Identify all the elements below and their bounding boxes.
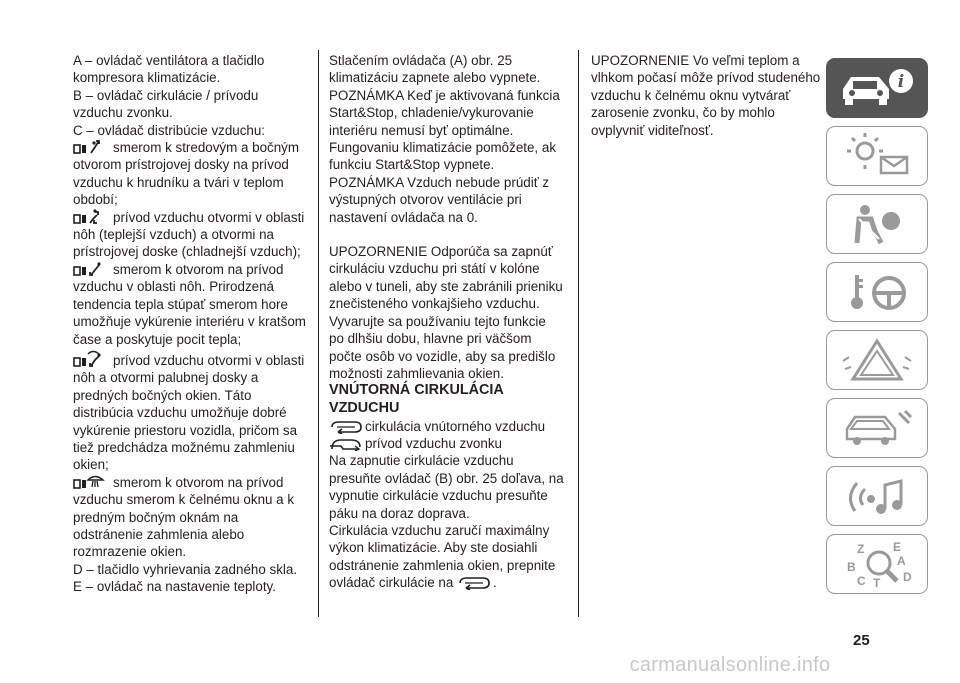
legend-recirculation xyxy=(329,418,564,435)
paragraph-recirculation-performance-text: Cirkulácia vzduchu zaručí maximálny výkon klimatizácie. Aby ste dosiahli odstránenie zahmlenia okien, prepnite ovládač cirkulácie na xyxy=(329,522,556,591)
svg-text:i: i xyxy=(897,72,905,92)
index-letter-b: B xyxy=(847,560,856,574)
column-divider-left xyxy=(318,50,319,617)
mode-face-feet xyxy=(73,209,308,261)
air-to-face-icon xyxy=(73,139,111,155)
mode-feet-windows-text: prívod vzduchu otvormi v oblasti nôh a otvormi palubnej dosky a predných bočných okien. Táto distribúcia vzduchu umožňuje dobré vykúrenie priestoru vozidla, pričom sa tiež predchádza možnému zahmleniu okien; xyxy=(73,352,305,473)
index-letter-z: Z xyxy=(857,542,865,556)
paragraph-control-c: C – ovládač distribúcie vzduchu: xyxy=(73,122,266,138)
legend-outside-air-text: prívod vzduchu zvonku xyxy=(365,435,502,451)
mode-face-text: smerom k stredovým a bočným otvorom prístrojovej dosky na prívod vzduchu k hrudníku a tvári v teplom období; xyxy=(73,140,300,208)
index-letter-c: C xyxy=(857,574,866,588)
outside-air-icon xyxy=(329,437,363,451)
paragraph-recirculation-operation: Na zapnutie cirkulácie vzduchu presuňte ovládač (B) obr. 25 doľava, na vypnutie cirkulácie vzduchu presuňte páku na doraz doprava. xyxy=(329,453,564,521)
warning-triangle-icon xyxy=(835,337,919,383)
paragraph-control-a: A – ovládač ventilátora a tlačidlo kompresora klimatizácie. xyxy=(73,53,265,86)
column-middle xyxy=(329,52,564,592)
tab-multimedia[interactable] xyxy=(826,466,928,526)
note-start-stop: POZNÁMKA Keď je aktivovaná funkcia Start&Stop, chladenie/vykurovanie interiéru nemusí byť optimálne. Fungovaniu klimatizácie pomôžete, ak funkciu Start&Stop vypnete. xyxy=(329,87,560,173)
key-steering-wheel-icon xyxy=(835,269,919,315)
tab-index[interactable] xyxy=(826,534,928,594)
paragraph-control-d: D – tlačidlo vyhrievania zadného skla. xyxy=(73,561,298,577)
index-letter-t: T xyxy=(873,576,881,589)
index-letter-a: A xyxy=(897,554,906,568)
tab-maintenance[interactable] xyxy=(826,398,928,458)
sentence-end: . xyxy=(493,575,497,591)
air-to-feet-and-windows-icon xyxy=(73,348,111,368)
recirculation-icon xyxy=(329,420,363,434)
recirculation-icon-inline xyxy=(457,576,491,590)
chapter-tab-sidebar xyxy=(826,58,928,602)
mode-feet-text: smerom k otvorom na prívod vzduchu v oblasti nôh. Prirodzená tendencia tepla stúpať smerom hore umožňuje vykúrenie interiéru v kratšom čase a poskytuje pocit tepla; xyxy=(73,261,306,347)
paragraph-switch-on: Stlačením ovládača (A) obr. 25 klimatizáciu zapnete alebo vypnete. xyxy=(329,53,541,86)
mode-face-vents xyxy=(73,139,308,209)
section-heading-recirculation: VNÚTORNÁ CIRKULÁCIA VZDUCHU xyxy=(329,382,504,416)
column-divider-right xyxy=(578,50,579,617)
air-to-face-and-feet-icon xyxy=(73,209,111,225)
mode-feet-windows xyxy=(73,348,308,474)
paragraph-control-e: E – ovládač na nastavenie teploty. xyxy=(73,579,276,595)
tab-emergency[interactable] xyxy=(826,330,928,390)
index-letter-e: E xyxy=(893,540,902,554)
windscreen-defrost-icon xyxy=(73,474,111,490)
car-maintenance-icon xyxy=(835,405,919,451)
note-vents-zero: POZNÁMKA Vzduch nebude prúdiť z výstupných otvorov ventilácie pri nastavení ovládača na 0. xyxy=(329,174,550,225)
paragraph-control-b: B – ovládač cirkulácie / prívodu vzduchu zvonku. xyxy=(73,87,259,121)
seatbelt-airbag-icon xyxy=(835,201,919,247)
dashboard-lights-icon xyxy=(835,133,919,179)
multimedia-icon xyxy=(835,473,919,519)
tab-getting-to-know-car[interactable] xyxy=(826,58,928,118)
tab-starting-driving[interactable] xyxy=(826,262,928,322)
mode-face-feet-text: prívod vzduchu otvormi v oblasti nôh (teplejší vzduch) a otvormi na prístrojovej doske (chladnejší vzduch); xyxy=(73,209,305,260)
tab-safety[interactable] xyxy=(826,194,928,254)
warning-recirculation: UPOZORNENIE Odporúča sa zapnúť cirkuláciu vzduchu pri státí v kolóne alebo v tuneli, aby ste zabránili prieniku znečisteného vonkajšieho vzduchu. Vyvarujte sa používaniu tejto funkcie po dlhšiu dobu, hlavne pri väčšom počte osôb vo vozidle, aby sa predišlo možnosti zahmlievania okien. xyxy=(329,244,563,381)
legend-recirculation-text: cirkulácia vnútorného vzduchu xyxy=(365,418,546,434)
mode-defrost-text: smerom k otvorom na prívod vzduchu smerom k čelnému oknu a k predným bočným oknám na odstránenie zahmlenia alebo rozmrazenie okien. xyxy=(73,474,295,560)
page-number: 25 xyxy=(853,632,870,649)
air-to-feet-icon xyxy=(73,261,111,277)
mode-feet xyxy=(73,261,308,348)
alphabetical-index-icon xyxy=(835,539,919,589)
column-right xyxy=(591,52,821,139)
watermark: carmanualsonline.info xyxy=(629,654,831,676)
car-info-icon xyxy=(835,65,919,111)
tab-dashboard[interactable] xyxy=(826,126,928,186)
column-left xyxy=(73,52,308,596)
legend-outside-air xyxy=(329,435,564,452)
paragraph-recirculation-performance xyxy=(329,522,564,592)
warning-humid-weather: UPOZORNENIE Vo veľmi teplom a vlhkom počasí môže prívod studeného vzduchu k čelnému oknu vytvárať zarosenie zvonku, čo by mohlo ovplyvniť viditeľnosť. xyxy=(591,53,821,138)
mode-defrost xyxy=(73,474,308,561)
index-letter-d: D xyxy=(903,570,912,584)
